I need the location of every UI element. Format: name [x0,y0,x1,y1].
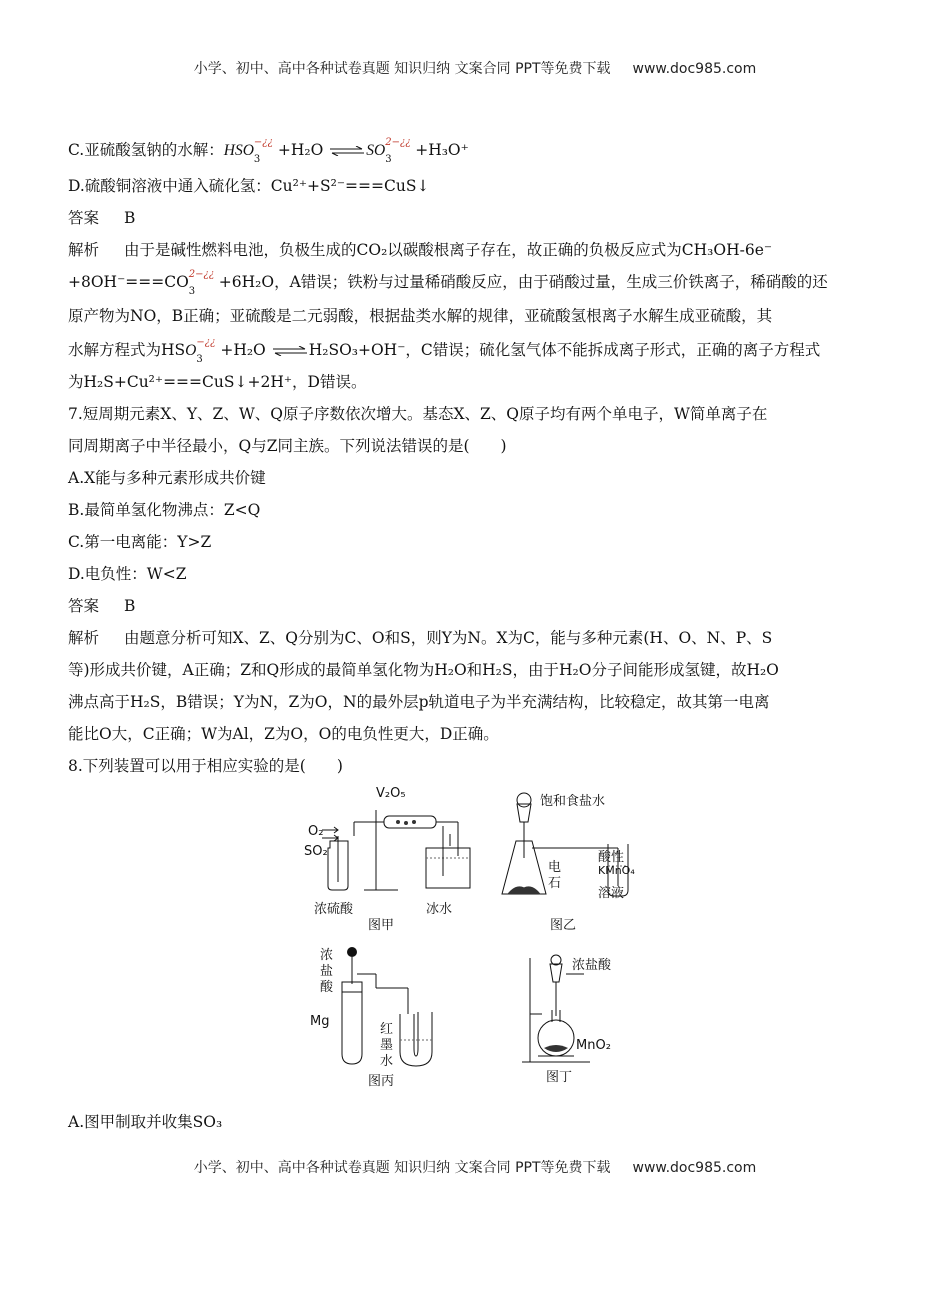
page-footer [0,1157,950,1177]
q8-stem: 8.下列装置可以用于相应实验的是( ) [68,757,343,775]
caption-ding: 图丁 [546,1070,573,1085]
q7-option-d: D.电负性：W<Z [68,565,187,583]
label-so2: SO₂ [304,844,328,859]
caption-bing: 图丙 [368,1074,395,1089]
label-v2o5: V₂O₅ [376,786,406,801]
q6-option-c: C.亚硫酸氢钠的水解：HSO −¿¿ 3 +H₂O SO 2−¿¿ 3 +H₃O⁺ [68,137,469,165]
q7-analysis-line-3: 沸点高于H₂S，B错误；Y为N，Z为O，N的最外层p轨道电子为半充满结构，比较稳定，故其第一电离 [68,693,770,711]
q7-stem-line-1: 7.短周期元素X、Y、Z、W、Q原子序数依次增大。基态X、Z、Q原子均有两个单电子，W简单离子在 [68,405,768,423]
label-carbide-1: 电 [548,860,562,875]
page-header [0,58,950,78]
figure-jia [298,786,478,936]
equilibrium-arrow-icon [273,346,307,356]
footer-url[interactable]: www.doc985.com [632,1160,757,1176]
header-text: 小学、初中、高中各种试卷真题 知识归纳 文案合同 PPT等免费下载 [193,61,611,77]
label-brine: 饱和食盐水 [540,794,606,809]
q8-option-a: A.图甲制取并收集SO₃ [68,1113,223,1131]
label-ice-water: 冰水 [426,902,453,917]
label-red-ink-2: 墨 [380,1038,394,1053]
document-body [68,136,883,776]
q6-analysis-line-1: 解析 由于是碱性燃料电池，负极生成的CO₂以碳酸根离子存在，故正确的负极反应式为CH₃OH-6e⁻ [68,241,773,259]
label-kmno4-2: KMnO₄ [598,864,635,877]
label-mg: Mg [310,1014,330,1029]
equilibrium-arrow-icon [330,146,364,156]
q6-analysis-line-3: 原产物为NO，B正确；亚硫酸是二元弱酸，根据盐类水解的规律，亚硫酸氢根离子水解生成亚硫酸，其 [68,307,773,325]
q7-analysis-line-1: 解析 由题意分析可知X、Z、Q分别为C、O和S，则Y为N。X为C，能与多种元素(H、O、N、P、S [68,629,773,647]
q7-stem-line-2: 同周期离子中半径最小，Q与Z同主族。下列说法错误的是( ) [68,437,507,455]
q7-option-a: A.X能与多种元素形成共价键 [68,469,266,487]
q7-answer: 答案 B [68,597,136,615]
label-conc-hcl-3: 酸 [320,980,334,995]
label-conc-hcl-1: 浓 [320,948,334,963]
q7-analysis-line-4: 能比O大，C正确；W为Al，Z为O，O的电负性更大，D正确。 [68,725,499,743]
label-red-ink-1: 红 [380,1022,394,1037]
label-conc-hcl-2: 盐 [320,964,334,979]
figure-bing [300,944,460,1114]
label-red-ink-3: 水 [380,1054,394,1069]
label-mno2: MnO₂ [576,1038,611,1053]
label-kmno4-3: 溶液 [598,886,625,901]
q6-analysis-line-5: 为H₂S+Cu²⁺===CuS↓+2H⁺，D错误。 [68,373,367,391]
label-conc-hcl: 浓盐酸 [572,958,612,973]
q6-answer: 答案 B [68,209,136,227]
q7-option-b: B.最简单氢化物沸点：Z<Q [68,501,261,519]
caption-jia: 图甲 [368,918,395,933]
figure-ding [520,954,690,1114]
apparatus-jia-drawing [298,786,478,896]
label-conc-h2so4: 浓硫酸 [314,902,354,917]
figure-yi [494,786,664,936]
label-o2: O₂ [308,824,324,839]
q6-option-d: D.硫酸铜溶液中通入硫化氢：Cu²⁺+S²⁻===CuS↓ [68,177,430,195]
q7-option-c: C.第一电离能：Y>Z [68,533,212,551]
caption-yi: 图乙 [550,918,577,933]
q6-analysis-line-2: +8OH⁻===CO 2−¿¿ 3 +6H₂O，A错误；铁粉与过量稀硝酸反应，由于硝酸过量，生成三价铁离子，稀硝酸的还 [68,269,828,297]
label-kmno4-1: 酸性 [598,850,625,865]
footer-text: 小学、初中、高中各种试卷真题 知识归纳 文案合同 PPT等免费下载 [193,1160,611,1176]
q8-figures [0,786,950,1106]
header-url[interactable]: www.doc985.com [632,61,757,77]
label-carbide-2: 石 [548,876,562,891]
q6-analysis-line-4: 水解方程式为HSO −¿¿ 3 +H₂O H₂SO₃+OH⁻，C错误；硫化氢气体不能拆成离子形式，正确的离子方程式 [68,337,821,365]
q7-analysis-line-2: 等)形成共价键，A正确；Z和Q形成的最简单氢化物为H₂O和H₂S，由于H₂O分子间能形成氢键，故H₂O [68,661,779,679]
